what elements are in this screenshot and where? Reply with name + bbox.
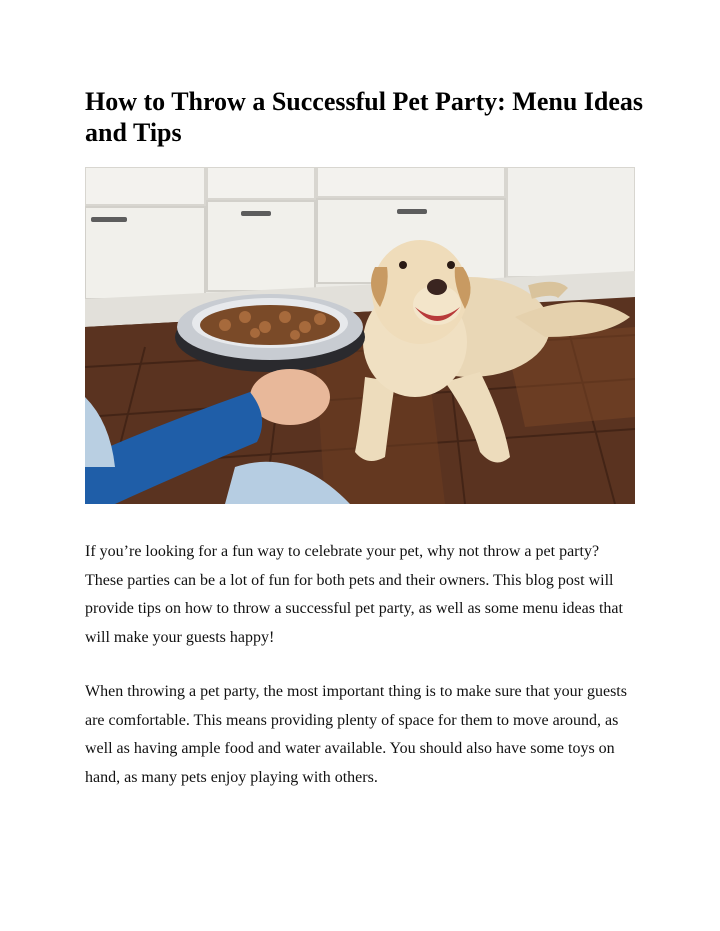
intro-paragraph: If you’re looking for a fun way to celebrate your pet, why not throw a pet party? These parties can be a lot of fun for both pets and their owners. This blog post will provide tips on how to throw a successful pet party, as well as some menu ideas that will make your guests happy! [85,543,623,646]
article-title: How to Throw a Successful Pet Party: Menu Ideas and Tips [85,87,644,147]
dog-with-food-bowl-image [85,167,635,504]
body-paragraph: When throwing a pet party, the most important thing is to make sure that your guests are comfortable. This means providing plenty of space for them to move around, as well as having ample food and water available. You should also have some toys on hand, as many pets enjoy playing with others. [85,683,627,786]
article-photo [85,167,635,504]
